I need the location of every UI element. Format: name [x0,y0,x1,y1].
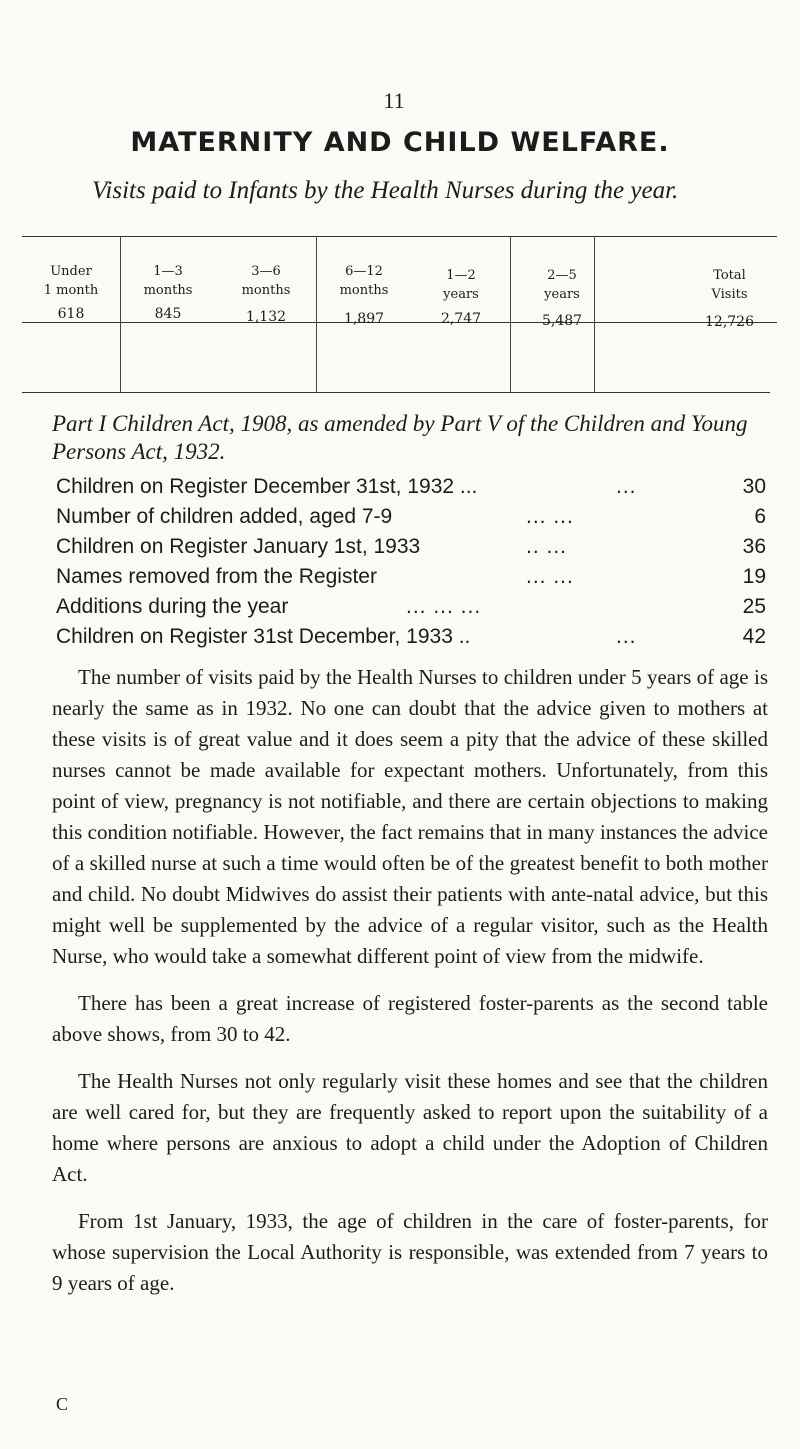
foster-register-list [56,475,766,655]
register-row: Children on Register December 31st, 1932 ... ... 30 [56,475,766,498]
paragraph: From 1st January, 1933, the age of children in the care of foster-parents, for whose supervision the Local Authority is responsible, was extended from 7 years to 9 years of age. [52,1209,768,1295]
table-mid-rule-left [22,322,212,323]
value-3-6-months: 1,132 [245,309,287,325]
signature-mark: C [56,1394,69,1414]
header-6-12-months: 6—12 months [339,264,389,298]
table-top-rule [22,236,777,237]
value-total-visits: 12,726 [705,314,754,330]
visits-table [22,236,777,393]
value-6-12-months: 1,897 [343,311,385,327]
table-bottom-rule-left [22,392,322,393]
register-row: Additions during the year ... ... ... 25 [56,595,766,618]
paragraph: The Health Nurses not only regularly visit these homes and see that the children are well cared for, but they are frequently asked to report upon the suitability of a home where persons are anxious to adopt a child under the Adoption of Children Act. [52,1069,768,1186]
header-3-6-months: 3—6 months [241,264,291,298]
register-row: Children on Register January 1st, 1933 .. ... 36 [56,535,766,558]
value-1-3-months: 845 [154,306,182,322]
header-total-visits: Total Visits [711,268,748,302]
register-row: Children on Register 31st December, 1933 .. ... 42 [56,625,766,648]
value-2-5-years: 5,487 [541,313,583,329]
table-caption: Visits paid to Infants by the Health Nurses during the year. [92,177,679,204]
value-under-1-month: 618 [57,306,85,322]
table-bottom-rule-right [322,392,770,393]
register-row: Number of children added, aged 7-9 ... ... 6 [56,505,766,528]
header-1-2-years: 1—2 years [443,268,479,302]
header-2-5-years: 2—5 years [544,268,580,302]
value-1-2-years: 2,747 [440,311,482,327]
header-1-3-months: 1—3 months [143,264,193,298]
register-row: Names removed from the Register ... ... 19 [56,565,766,588]
body-text [52,662,768,1299]
paragraph: The number of visits paid by the Health Nurses to children under 5 years of age is nearly the same as in 1932. No one can doubt that the advice given to mothers at these visits is of great value and it does seem a pity that the advice of these skilled nurses cannot be made available for expectant mothers. Unfortunately, from this point of view, pregnancy is not notifiable, and there are certain objections to making this condition notifiable. However, the fact remains that in many instances the advice of a skilled nurse at such a time would often be of the greatest benefit to both mother and child. No doubt Midwives do assist their patients with ante-natal advice, but this might well be supplemented by the advice of a regular visitor, such as the Health Nurse, who would take a somewhat different point of view from the midwife. [52,665,768,968]
paragraph: There has been a great increase of registered foster-parents as the second table above shows, from 30 to 42. [52,991,768,1046]
header-under-1-month: Under 1 month [43,264,99,298]
act-title: Part I Children Act, 1908, as amended by Part V of the Children and Young Persons Act, 1932. [52,411,748,464]
page-number: 11 [383,88,405,113]
page-heading: MATERNITY AND CHILD WELFARE. [130,127,670,158]
